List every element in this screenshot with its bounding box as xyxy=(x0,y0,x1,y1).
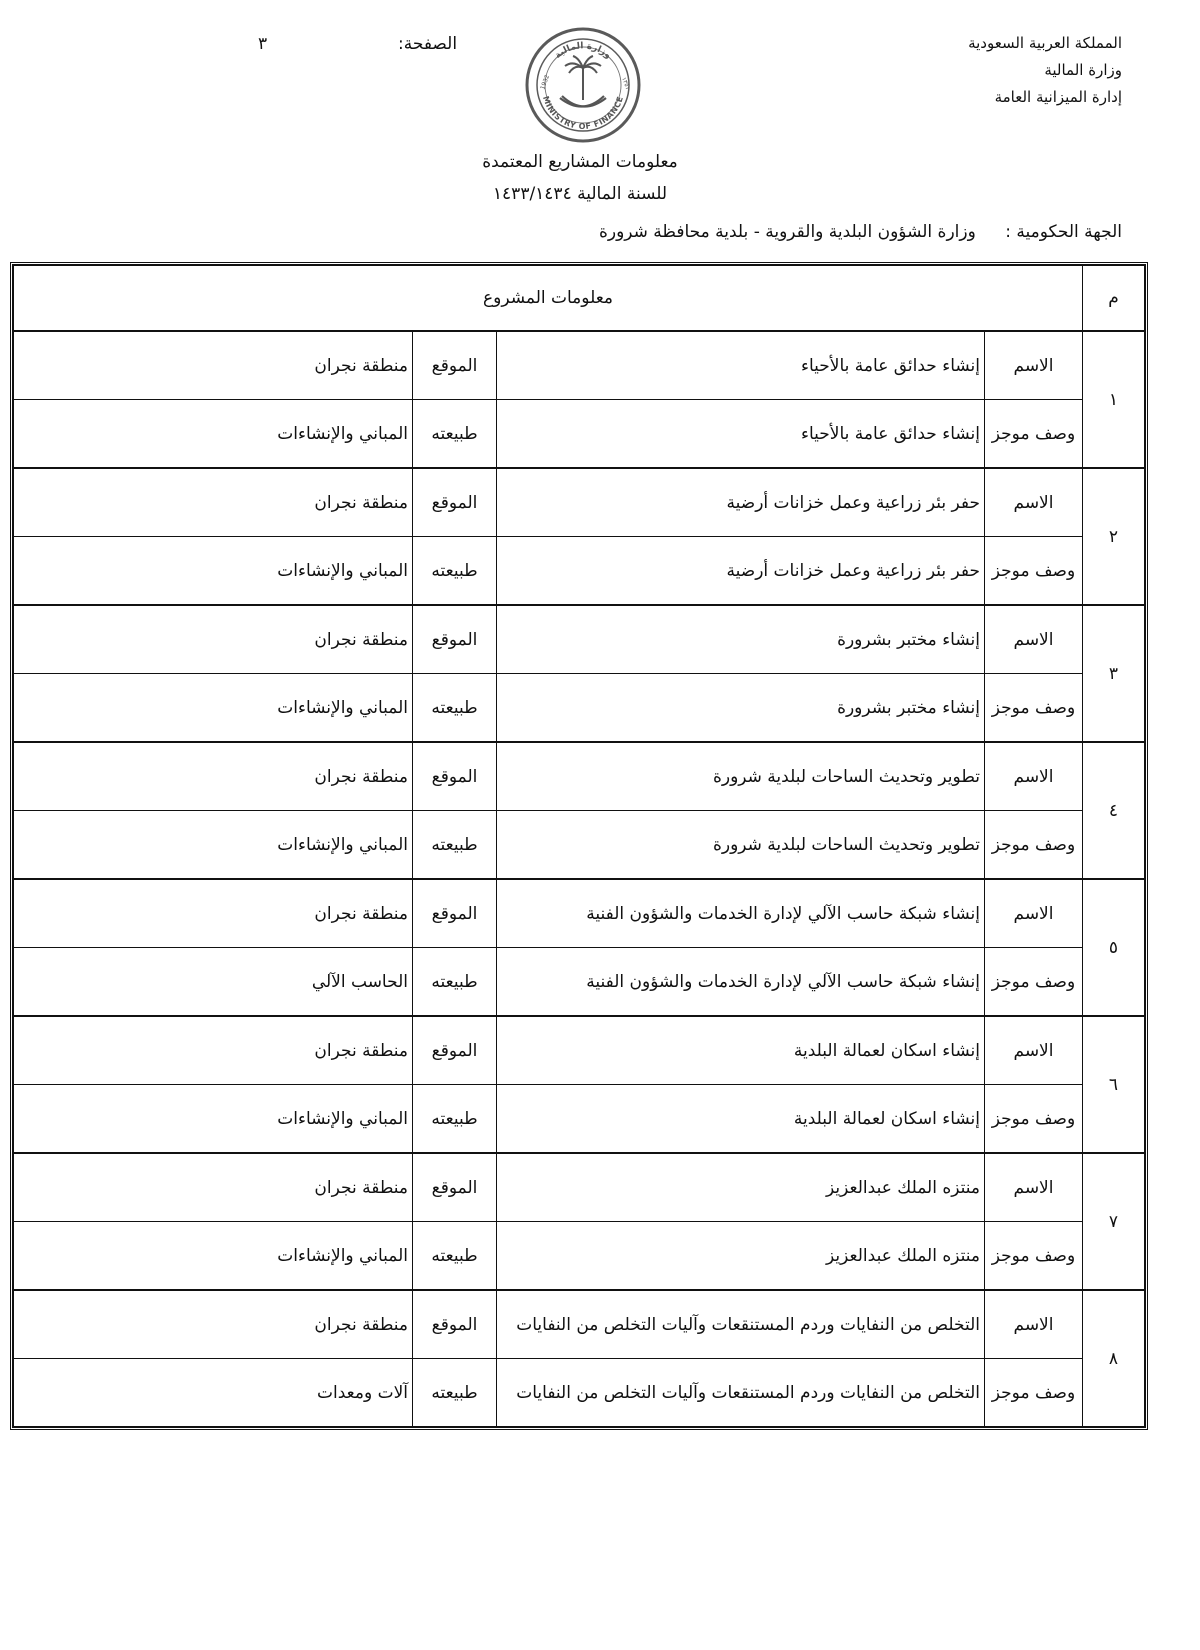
table-row xyxy=(14,537,1145,606)
label-nature: طبيعته xyxy=(413,811,497,880)
label-location: الموقع xyxy=(413,605,497,674)
label-location: الموقع xyxy=(413,468,497,537)
project-description: التخلص من النفايات وردم المستنقعات وآليات التخلص من النفايات xyxy=(497,1359,985,1427)
label-description: وصف موجز xyxy=(985,537,1083,606)
label-nature: طبيعته xyxy=(413,948,497,1017)
project-name: التخلص من النفايات وردم المستنقعات وآليات التخلص من النفايات xyxy=(497,1290,985,1359)
project-location: منطقة نجران xyxy=(14,1290,413,1359)
table-row xyxy=(14,1153,1145,1222)
project-description: إنشاء مختبر بشرورة xyxy=(497,674,985,743)
table-row xyxy=(14,1359,1145,1427)
government-entity xyxy=(599,222,1122,242)
ministry-of-finance-seal xyxy=(524,26,642,144)
project-nature: المباني والإنشاءات xyxy=(14,400,413,469)
government-entity-value: وزارة الشؤون البلدية والقروية - بلدية محافظة شرورة xyxy=(598,222,976,242)
document-subtitle: للسنة المالية ١٤٣٣/١٤٣٤ xyxy=(492,184,668,204)
label-location: الموقع xyxy=(413,742,497,811)
label-description: وصف موجز xyxy=(985,400,1083,469)
label-nature: طبيعته xyxy=(413,1085,497,1154)
project-location: منطقة نجران xyxy=(14,1153,413,1222)
project-name: إنشاء اسكان لعمالة البلدية xyxy=(497,1016,985,1085)
project-nature: آلات ومعدات xyxy=(14,1359,413,1427)
project-description: إنشاء حدائق عامة بالأحياء xyxy=(497,400,985,469)
label-name: الاسم xyxy=(985,468,1083,537)
label-description: وصف موجز xyxy=(985,674,1083,743)
project-number: ٨ xyxy=(1083,1290,1145,1427)
project-nature: المباني والإنشاءات xyxy=(14,811,413,880)
project-nature: المباني والإنشاءات xyxy=(14,1222,413,1291)
label-nature: طبيعته xyxy=(413,1222,497,1291)
table-row xyxy=(14,605,1145,674)
seal-year-gregorian: 1932 xyxy=(539,73,552,91)
page-label: الصفحة: xyxy=(398,34,458,54)
project-number: ٥ xyxy=(1083,879,1145,1016)
palm-tree-icon xyxy=(565,56,601,100)
project-description: منتزه الملك عبدالعزيز xyxy=(497,1222,985,1291)
project-nature: المباني والإنشاءات xyxy=(14,674,413,743)
seal-year-hijri: ١٣٥١ xyxy=(620,76,632,91)
seal-arabic-text: وزارة المالية xyxy=(553,41,613,62)
table-row xyxy=(14,811,1145,880)
label-nature: طبيعته xyxy=(413,1359,497,1427)
table-row xyxy=(14,674,1145,743)
label-nature: طبيعته xyxy=(413,400,497,469)
label-name: الاسم xyxy=(985,742,1083,811)
table-row xyxy=(14,400,1145,469)
project-location: منطقة نجران xyxy=(14,742,413,811)
table-row xyxy=(14,742,1145,811)
project-number: ٢ xyxy=(1083,468,1145,605)
project-location: منطقة نجران xyxy=(14,605,413,674)
label-description: وصف موجز xyxy=(985,1085,1083,1154)
project-nature: الحاسب الآلي xyxy=(14,948,413,1017)
project-name: إنشاء حدائق عامة بالأحياء xyxy=(497,331,985,400)
table-row xyxy=(14,1016,1145,1085)
project-number: ٧ xyxy=(1083,1153,1145,1290)
label-name: الاسم xyxy=(985,605,1083,674)
column-header-number: م xyxy=(1083,266,1145,332)
label-name: الاسم xyxy=(985,1016,1083,1085)
label-nature: طبيعته xyxy=(413,674,497,743)
table-row xyxy=(14,948,1145,1017)
project-location: منطقة نجران xyxy=(14,331,413,400)
table-row xyxy=(14,1085,1145,1154)
table-row xyxy=(14,879,1145,948)
projects-table xyxy=(10,262,1148,1430)
label-location: الموقع xyxy=(413,1016,497,1085)
document-title: معلومات المشاريع المعتمدة xyxy=(482,152,678,172)
label-description: وصف موجز xyxy=(985,811,1083,880)
label-location: الموقع xyxy=(413,1290,497,1359)
project-number: ١ xyxy=(1083,331,1145,468)
government-entity-label: الجهة الحكومية : xyxy=(1005,222,1122,242)
column-header-project-info: معلومات المشروع xyxy=(14,266,1083,332)
label-name: الاسم xyxy=(985,1290,1083,1359)
label-description: وصف موجز xyxy=(985,948,1083,1017)
label-nature: طبيعته xyxy=(413,537,497,606)
project-nature: المباني والإنشاءات xyxy=(14,537,413,606)
project-location: منطقة نجران xyxy=(14,1016,413,1085)
org-line-ministry: وزارة المالية xyxy=(1044,61,1122,79)
label-description: وصف موجز xyxy=(985,1222,1083,1291)
label-name: الاسم xyxy=(985,1153,1083,1222)
project-name: حفر بئر زراعية وعمل خزانات أرضية xyxy=(497,468,985,537)
project-name: إنشاء شبكة حاسب الآلي لإدارة الخدمات والشؤون الفنية xyxy=(497,879,985,948)
label-name: الاسم xyxy=(985,331,1083,400)
svg-text:MINISTRY OF FINANCE xyxy=(541,95,625,131)
project-description: إنشاء اسكان لعمالة البلدية xyxy=(497,1085,985,1154)
project-description: إنشاء شبكة حاسب الآلي لإدارة الخدمات والشؤون الفنية xyxy=(497,948,985,1017)
org-line-kingdom: المملكة العربية السعودية xyxy=(968,34,1122,52)
label-location: الموقع xyxy=(413,1153,497,1222)
project-name: إنشاء مختبر بشرورة xyxy=(497,605,985,674)
seal-english-text: MINISTRY OF FINANCE xyxy=(540,94,625,132)
table-row xyxy=(14,468,1145,537)
table-row xyxy=(14,1290,1145,1359)
project-number: ٤ xyxy=(1083,742,1145,879)
label-location: الموقع xyxy=(413,879,497,948)
organization-header xyxy=(968,30,1122,111)
table-row xyxy=(14,331,1145,400)
project-description: تطوير وتحديث الساحات لبلدية شرورة xyxy=(497,811,985,880)
project-nature: المباني والإنشاءات xyxy=(14,1085,413,1154)
project-location: منطقة نجران xyxy=(14,468,413,537)
project-name: منتزه الملك عبدالعزيز xyxy=(497,1153,985,1222)
org-line-department: إدارة الميزانية العامة xyxy=(994,88,1122,106)
page-number: ٣ xyxy=(258,34,268,54)
project-number: ٦ xyxy=(1083,1016,1145,1153)
project-description: حفر بئر زراعية وعمل خزانات أرضية xyxy=(497,537,985,606)
label-location: الموقع xyxy=(413,331,497,400)
label-description: وصف موجز xyxy=(985,1359,1083,1427)
project-location: منطقة نجران xyxy=(14,879,413,948)
project-name: تطوير وتحديث الساحات لبلدية شرورة xyxy=(497,742,985,811)
label-name: الاسم xyxy=(985,879,1083,948)
table-row xyxy=(14,1222,1145,1291)
project-number: ٣ xyxy=(1083,605,1145,742)
